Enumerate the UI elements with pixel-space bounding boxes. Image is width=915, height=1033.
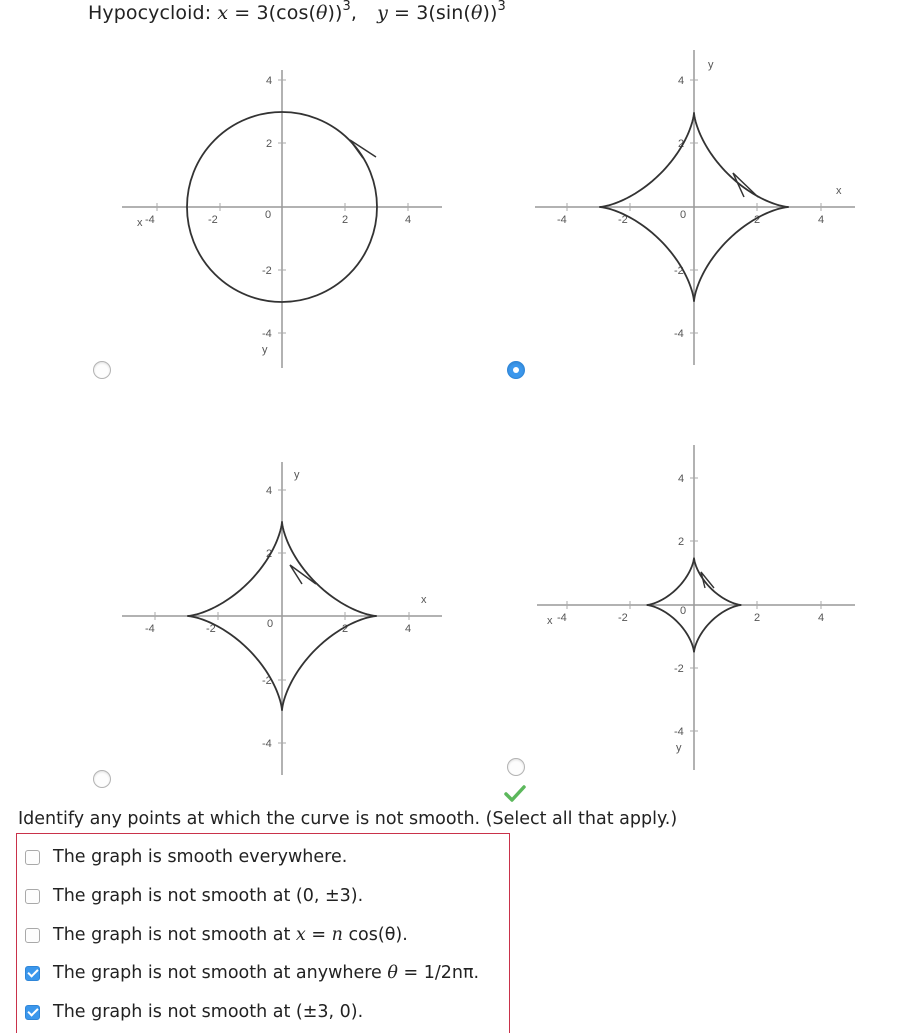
tick-label: 0 xyxy=(680,605,687,617)
tick-label: 2 xyxy=(342,623,349,635)
option-not-smooth-theta[interactable]: The graph is not smooth at anywhere θ = 1/2nπ. xyxy=(25,962,479,984)
checkbox[interactable] xyxy=(25,850,40,865)
tick-label: 0 xyxy=(680,209,687,221)
tick-label: 4 xyxy=(678,75,685,87)
x-axis-label: x xyxy=(836,185,842,197)
tick-label: 2 xyxy=(342,214,349,226)
graph-a-circle xyxy=(120,70,450,370)
tick-label: -2 xyxy=(618,612,628,624)
y-axis-label: y xyxy=(294,469,300,481)
tick-label: 2 xyxy=(754,214,761,226)
radio-graph-a[interactable] xyxy=(93,361,111,379)
tick-label: 4 xyxy=(405,214,412,226)
direction-arrow xyxy=(733,173,758,197)
tick-label: 2 xyxy=(754,612,761,624)
tick-label: 4 xyxy=(266,485,273,497)
tick-label: -2 xyxy=(206,623,216,635)
tick-label: 4 xyxy=(818,214,825,226)
radio-graph-c[interactable] xyxy=(93,770,111,788)
checkbox[interactable] xyxy=(25,928,40,943)
checkbox-checked[interactable] xyxy=(25,1005,40,1020)
tick-label: 0 xyxy=(267,618,274,630)
tick-label: 4 xyxy=(818,612,825,624)
tick-label: 4 xyxy=(266,75,273,87)
y-axis-label: y xyxy=(708,59,714,71)
tick-label: -4 xyxy=(262,738,272,750)
tick-label: -2 xyxy=(262,265,272,277)
checkbox-checked[interactable] xyxy=(25,966,40,981)
y-axis-label: y xyxy=(676,742,682,754)
tick-label: -2 xyxy=(674,663,684,675)
tick-label: 0 xyxy=(265,209,272,221)
radio-graph-b[interactable] xyxy=(507,361,525,379)
y-axis-label: y xyxy=(262,344,268,356)
option-not-smooth-pm3-0[interactable]: The graph is not smooth at (±3, 0). xyxy=(25,1001,363,1023)
graph-b-astroid xyxy=(530,50,860,370)
tick-label: -4 xyxy=(557,612,567,624)
question-text: Identify any points at which the curve is not smooth. (Select all that apply.) xyxy=(18,809,678,829)
radio-graph-d[interactable] xyxy=(507,758,525,776)
tick-label: -2 xyxy=(618,214,628,226)
option-not-smooth-0-pm3[interactable]: The graph is not smooth at (0, ±3). xyxy=(25,885,363,907)
x-axis-label: x xyxy=(421,594,427,606)
direction-arrow xyxy=(350,140,376,158)
tick-label: -4 xyxy=(674,726,684,738)
tick-label: -4 xyxy=(145,214,155,226)
tick-label: -4 xyxy=(262,328,272,340)
tick-label: -4 xyxy=(674,328,684,340)
tick-label: 2 xyxy=(266,138,273,150)
tick-label: -4 xyxy=(557,214,567,226)
tick-label: 2 xyxy=(266,548,273,560)
x-axis-label: x xyxy=(547,615,553,627)
tick-label: -2 xyxy=(262,675,272,687)
tick-label: 2 xyxy=(678,138,685,150)
graph-d-astroid xyxy=(530,440,860,770)
checkbox[interactable] xyxy=(25,889,40,904)
tick-label: -2 xyxy=(674,265,684,277)
tick-label: 4 xyxy=(678,473,685,485)
x-axis-label: x xyxy=(137,217,143,229)
graph-c-astroid xyxy=(115,460,450,780)
option-smooth-everywhere[interactable]: The graph is smooth everywhere. xyxy=(25,846,347,868)
tick-label: 4 xyxy=(405,623,412,635)
tick-label: -4 xyxy=(145,623,155,635)
problem-title: Hypocycloid: $x = 3(\cos(\theta))^3$, $y = 3(\sin(\theta))^3$ xyxy=(88,0,506,24)
correct-check-icon xyxy=(503,784,527,804)
tick-label: -2 xyxy=(208,214,218,226)
tick-label: 2 xyxy=(678,536,685,548)
option-not-smooth-x-ncos[interactable]: The graph is not smooth at x = n cos(θ). xyxy=(25,924,408,946)
